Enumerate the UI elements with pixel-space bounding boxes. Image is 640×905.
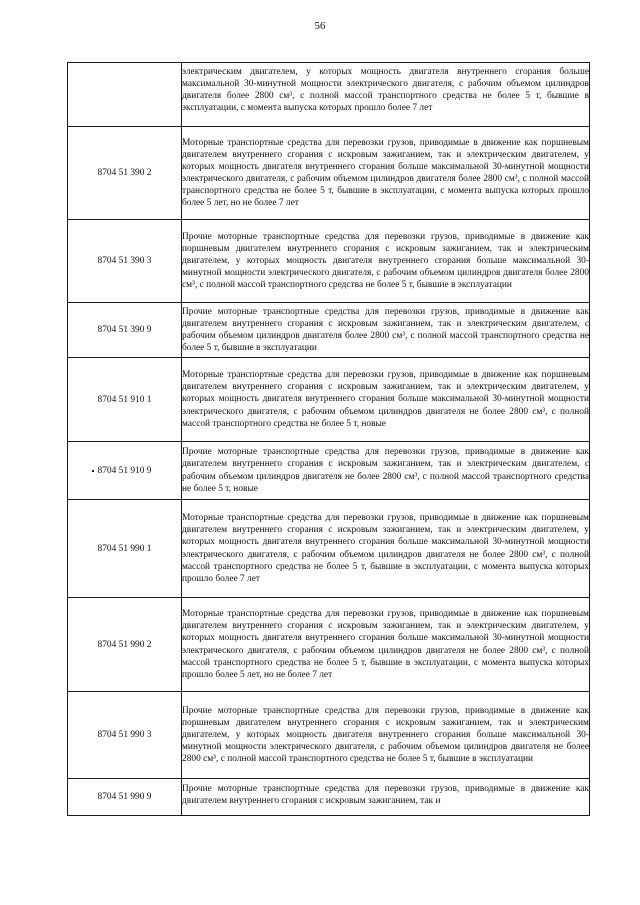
description-text: Прочие моторные транспортные средства для перевозки грузов, приводимые в движение как двигателем внутреннего сгорания с искровым зажиганием, так и электрическим двигателем, с рабочим объемом цилиндров двигателя не более 2800 см³, с полной массой транспортного средства не более 5 т, новые xyxy=(182,447,589,494)
description-cell xyxy=(182,779,590,816)
table-row xyxy=(68,220,590,303)
table-row xyxy=(68,303,590,358)
description-cell xyxy=(182,692,590,779)
table-row xyxy=(68,358,590,442)
tariff-code-table xyxy=(67,62,590,816)
table-row xyxy=(68,127,590,220)
description-text: электрическим двигателем, у которых мощность двигателя внутреннего сгорания больше максимальной 30-минутной мощности электрического двигателя, с рабочим объемом цилиндров двигателя более 2800 см³, с полной массой транспортного средства не более 5 т, бывшие в эксплуатации, с момента выпуска которых прошло более 7 лет xyxy=(182,67,589,114)
description-text: Прочие моторные транспортные средства для перевозки грузов, приводимые в движение как поршневым двигателем внутреннего сгорания с искровым зажиганием, так и электрическим двигателем, у которых мощность двигателя внутреннего сгорания больше максимальной 30-минутной мощности электрического двигателя, с рабочим объемом цилиндров двигателя более 2800 см³, с полной массой транспортного средства не более 5 т, бывшие в эксплуатации xyxy=(182,231,589,291)
description-text: Прочие моторные транспортные средства для перевозки грузов, приводимые в движение как двигателем внутреннего сгорания с искровым зажиганием, так и электрическим двигателем, с рабочим объемом цилиндров двигателя более 2800 см³, с полной массой транспортного средства не более 5 т, бывшие в эксплуатации xyxy=(182,306,589,354)
description-cell xyxy=(182,500,590,598)
description-cell xyxy=(182,598,590,692)
tariff-code-cell xyxy=(68,63,182,127)
table-row xyxy=(68,500,590,598)
description-cell xyxy=(182,63,590,127)
description-text: Прочие моторные транспортные средства для перевозки грузов, приводимые в движение как поршневым двигателем внутреннего сгорания с искровым зажиганием, так и электрическим двигателем, у которых мощность двигателя внутреннего сгорания больше максимальной 30-минутной мощности электрического двигателя, с рабочим объемом цилиндров двигателя не более 2800 см³, с полной массой транспортного средства не более 5 т, бывшие в эксплуатации xyxy=(182,705,589,765)
tariff-code-cell: 8704 51 990 3 xyxy=(68,692,182,779)
tariff-code-cell: 8704 51 390 3 xyxy=(68,220,182,303)
table-row xyxy=(68,692,590,779)
tariff-code-cell: 8704 51 990 9 xyxy=(68,779,182,816)
tariff-code-cell: 8704 51 910 9 xyxy=(68,442,182,500)
table-row xyxy=(68,442,590,500)
tariff-code-cell: 8704 51 390 9 xyxy=(68,303,182,358)
tariff-code-cell: 8704 51 990 2 xyxy=(68,598,182,692)
page-number: 56 xyxy=(314,20,326,32)
description-cell xyxy=(182,442,590,500)
table-row xyxy=(68,779,590,816)
description-text: Моторные транспортные средства для перевозки грузов, приводимые в движение как поршневым двигателем внутреннего сгорания с искровым зажиганием, так и электрическим двигателем, у которых мощность двигателя внутреннего сгорания больше максимальной 30-минутной мощности электрического двигателя, с рабочим объемом цилиндров двигателя не более 2800 см³, с полной массой транспортного средства не более 5 т, новые xyxy=(182,370,589,429)
description-cell xyxy=(182,220,590,303)
table-row xyxy=(68,598,590,692)
description-text: Моторные транспортные средства для перевозки грузов, приводимые в движение как поршневым двигателем внутреннего сгорания с искровым зажиганием, так и электрическим двигателем, у которых мощность двигателя внутреннего сгорания больше максимальной 30-минутной мощности электрического двигателя, с рабочим объемом цилиндров двигателя не более 2800 см³, с полной массой транспортного средства не более 5 т, бывшие в эксплуатации, с момента выпуска которых прошло более 5 лет, но не более 7 лет xyxy=(182,609,589,680)
tariff-code-cell: 8704 51 990 1 xyxy=(68,500,182,598)
description-cell xyxy=(182,358,590,442)
description-text: Моторные транспортные средства для перевозки грузов, приводимые в движение как поршневым двигателем внутреннего сгорания с искровым зажиганием, так и электрическим двигателем, у которых мощность двигателя внутреннего сгорания больше максимальной 30-минутной мощности электрического двигателя, с рабочим объемом цилиндров двигателя не более 2800 см³, с полной массой транспортного средства не более 5 т, бывшие в эксплуатации, с момента выпуска которых прошло более 7 лет xyxy=(182,513,589,584)
description-text: Моторные транспортные средства для перевозки грузов, приводимые в движение как поршневым двигателем внутреннего сгорания с искровым зажиганием, так и электрическим двигателем, у которых мощность двигателя внутреннего сгорания больше максимальной 30-минутной мощности электрического двигателя, с рабочим объемом цилиндров двигателя более 2800 см³, с полной массой транспортного средства не более 5 т, бывшие в эксплуатации, с момента выпуска которых прошло более 5 лет, но не более 7 лет xyxy=(182,137,589,209)
table-row xyxy=(68,63,590,127)
description-cell xyxy=(182,127,590,220)
tariff-code-cell: 8704 51 910 1 xyxy=(68,358,182,442)
tariff-code-cell: 8704 51 390 2 xyxy=(68,127,182,220)
description-cell xyxy=(182,303,590,358)
description-text: Прочие моторные транспортные средства для перевозки грузов, приводимые в движение как двигателем внутреннего сгорания с искровым зажиганием, так и xyxy=(182,784,589,807)
